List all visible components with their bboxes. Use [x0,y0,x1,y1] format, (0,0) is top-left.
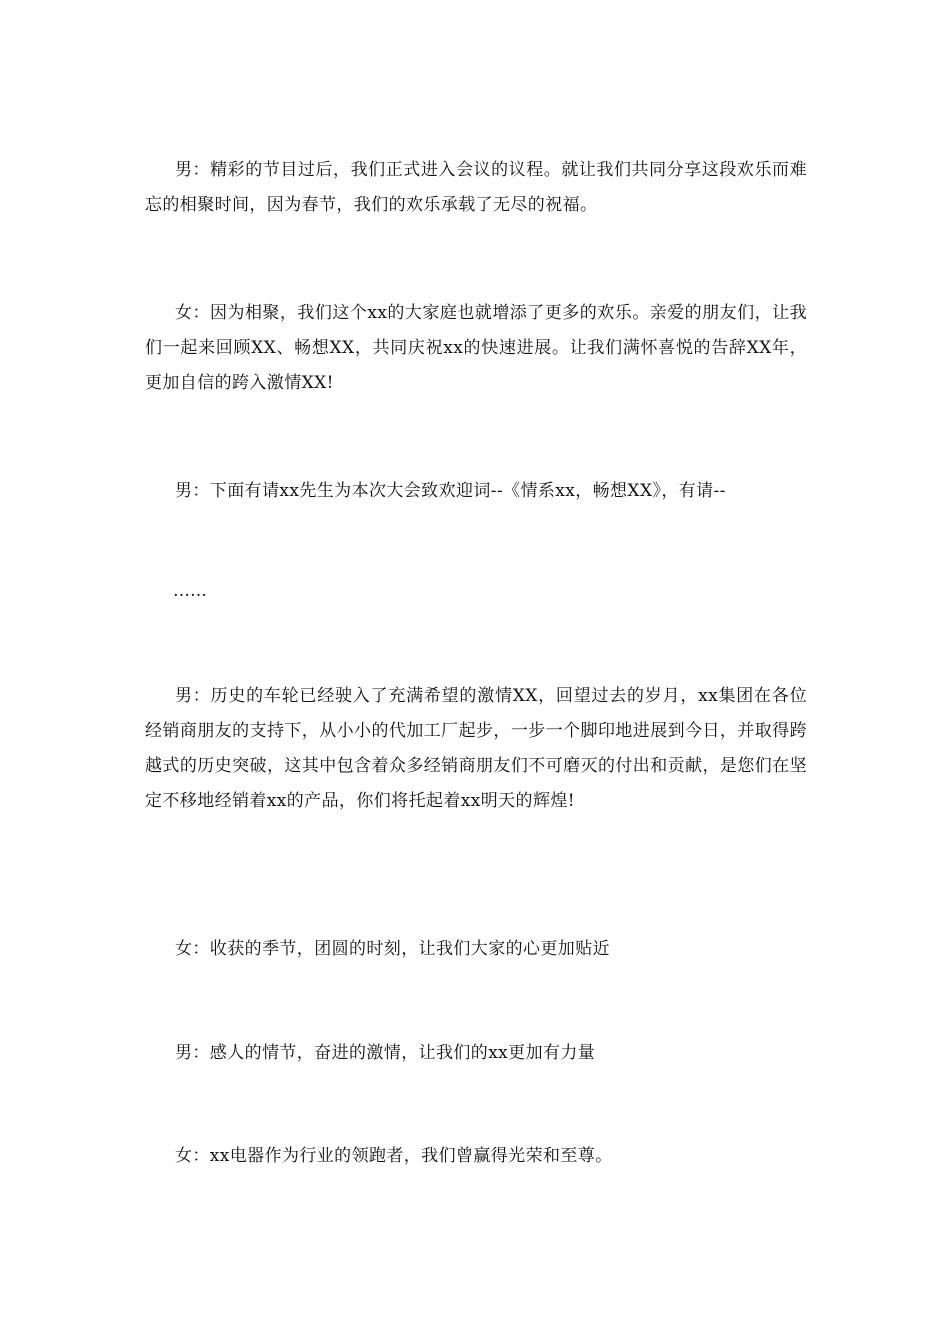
dialogue-paragraph-male-1: 男：精彩的节目过后，我们正式进入会议的议程。就让我们共同分享这段欢乐而难忘的相聚时间，因为春节，我们的欢乐承载了无尽的祝福。 [145,160,807,215]
dialogue-paragraph-female-1: 女：因为相聚，我们这个xx的大家庭也就增添了更多的欢乐。亲爱的朋友们，让我们一起来回顾XX、畅想XX，共同庆祝xx的快速进展。让我们满怀喜悦的告辞XX年，更加自信的跨入激情XX! [145,303,807,393]
dialogue-paragraph-male-2: 男：下面有请xx先生为本次大会致欢迎词--《情系xx，畅想XX》，有请-- [175,481,726,501]
ellipsis-line: …… [173,581,207,601]
dialogue-paragraph-female-3: 女：xx电器作为行业的领跑者，我们曾赢得光荣和至尊。 [175,1146,613,1166]
dialogue-paragraph-male-3: 男：历史的车轮已经驶入了充满希望的激情XX，回望过去的岁月，xx集团在各位经销商朋友的支持下，从小小的代加工厂起步，一步一个脚印地进展到今日，并取得跨越式的历史突破，这其中包含着众多经销商朋友们不可磨灭的付出和贡献，是您们在坚定不移地经销着xx的产品，你们将托起着xx明天的辉煌! [145,686,807,811]
dialogue-paragraph-female-2: 女：收获的季节，团圆的时刻，让我们大家的心更加贴近 [175,939,610,959]
dialogue-paragraph-male-4: 男：感人的情节，奋进的激情，让我们的xx更加有力量 [175,1043,596,1063]
